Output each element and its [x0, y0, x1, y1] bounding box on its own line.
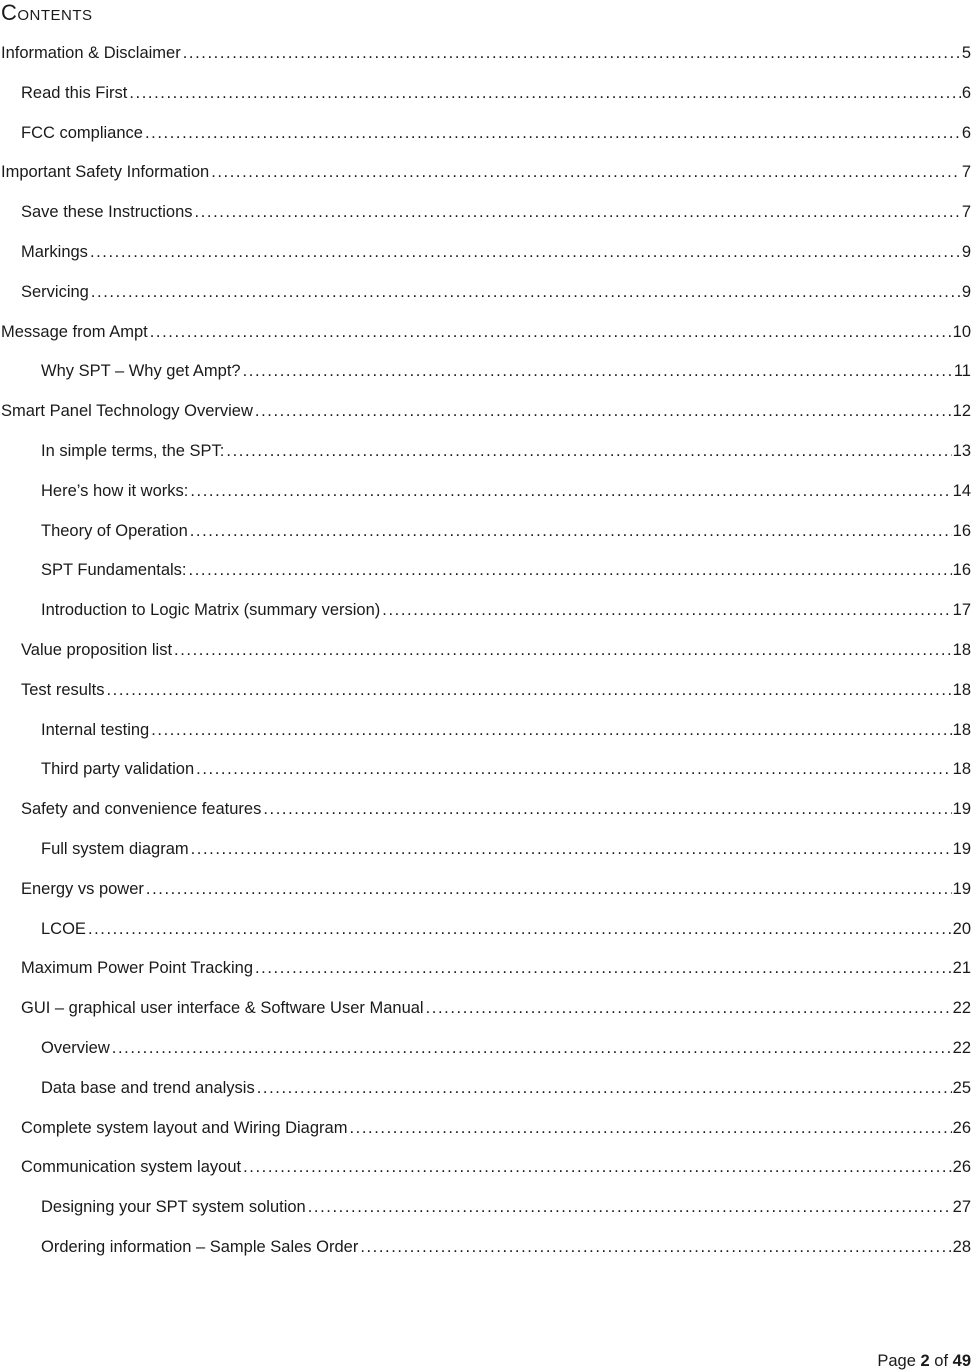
toc-dot-leader	[151, 719, 951, 741]
page-footer	[877, 1350, 971, 1372]
toc-entry[interactable]	[21, 122, 971, 144]
toc-entry[interactable]	[21, 1117, 971, 1139]
toc-entry[interactable]	[21, 957, 971, 979]
toc-entry-page-number: 19	[952, 840, 971, 858]
toc-dot-leader	[129, 82, 960, 104]
toc-entry-page-number: 22	[952, 999, 971, 1017]
toc-entry[interactable]	[41, 1037, 971, 1059]
toc-entry[interactable]	[1, 400, 971, 422]
toc-dot-leader	[263, 798, 951, 820]
toc-entry-page-number: 10	[952, 323, 971, 341]
toc-entry-title: Markings	[21, 243, 88, 261]
toc-dot-leader	[106, 679, 951, 701]
toc-entry-title: Theory of Operation	[41, 522, 188, 540]
toc-entry-title: Overview	[41, 1039, 110, 1057]
toc-dot-leader	[150, 321, 952, 343]
toc-dot-leader	[211, 161, 961, 183]
toc-entry-page-number: 9	[961, 243, 971, 261]
toc-entry-page-number: 9	[961, 283, 971, 301]
toc-entry-page-number: 12	[952, 402, 971, 420]
toc-entry-page-number: 7	[961, 163, 971, 181]
toc-entry[interactable]	[21, 1156, 971, 1178]
contents-heading: Contents	[1, 0, 93, 25]
toc-entry[interactable]	[41, 480, 971, 502]
toc-entry-page-number: 25	[952, 1079, 971, 1097]
toc-entry[interactable]	[41, 1077, 971, 1099]
toc-entry[interactable]	[41, 440, 971, 462]
toc-entry-title: Test results	[21, 681, 105, 699]
toc-dot-leader	[382, 599, 951, 621]
toc-entry-title: Value proposition list	[21, 641, 173, 659]
toc-entry-page-number: 6	[961, 124, 971, 142]
total-pages: 49	[952, 1352, 971, 1370]
toc-entry-title: Safety and convenience features	[21, 800, 262, 818]
toc-entry[interactable]	[1, 161, 971, 183]
toc-dot-leader	[243, 360, 953, 382]
toc-dot-leader	[195, 201, 961, 223]
toc-entry[interactable]	[21, 798, 971, 820]
toc-entry-page-number: 17	[952, 601, 971, 619]
toc-dot-leader	[88, 918, 952, 940]
toc-dot-leader	[190, 520, 952, 542]
toc-entry-title: Communication system layout	[21, 1158, 242, 1176]
toc-dot-leader	[243, 1156, 952, 1178]
toc-entry-title: Here’s how it works:	[41, 482, 189, 500]
toc-entry[interactable]	[41, 360, 971, 382]
toc-entry-title: Maximum Power Point Tracking	[21, 959, 253, 977]
toc-entry-title: Message from Ampt	[1, 323, 148, 341]
toc-entry-title: Complete system layout and Wiring Diagram	[21, 1119, 348, 1137]
toc-dot-leader	[183, 42, 961, 64]
toc-dot-leader	[190, 480, 951, 502]
toc-dot-leader	[226, 440, 951, 462]
toc-entry[interactable]	[41, 1196, 971, 1218]
toc-dot-leader	[90, 241, 961, 263]
toc-entry-page-number: 16	[952, 561, 971, 579]
toc-entry-title: Information & Disclaimer	[1, 44, 181, 62]
toc-entry-page-number: 26	[952, 1158, 971, 1176]
toc-entry[interactable]	[21, 639, 971, 661]
toc-entry-title: LCOE	[41, 920, 86, 938]
toc-entry[interactable]	[41, 838, 971, 860]
toc-entry-title: Read this First	[21, 84, 128, 102]
toc-entry-page-number: 7	[961, 203, 971, 221]
toc-entry-title: Full system diagram	[41, 840, 189, 858]
toc-dot-leader	[257, 1077, 952, 1099]
toc-entry-page-number: 18	[952, 760, 971, 778]
toc-entry-title: GUI – graphical user interface & Software User Manual	[21, 999, 424, 1017]
toc-dot-leader	[191, 838, 952, 860]
toc-entry-page-number: 11	[953, 362, 971, 380]
toc-entry-page-number: 18	[952, 641, 971, 659]
toc-entry-page-number: 18	[952, 721, 971, 739]
toc-dot-leader	[146, 878, 952, 900]
toc-dot-leader	[145, 122, 961, 144]
toc-entry-title: Save these Instructions	[21, 203, 193, 221]
toc-entry[interactable]	[41, 520, 971, 542]
toc-entry[interactable]	[21, 241, 971, 263]
toc-entry-title: Introduction to Logic Matrix (summary version)	[41, 601, 381, 619]
toc-entry-page-number: 16	[952, 522, 971, 540]
toc-dot-leader	[426, 997, 952, 1019]
toc-dot-leader	[255, 400, 952, 422]
toc-entry-title: Designing your SPT system solution	[41, 1198, 306, 1216]
toc-entry[interactable]	[21, 997, 971, 1019]
toc-entry-page-number: 19	[952, 800, 971, 818]
toc-entry[interactable]	[21, 82, 971, 104]
toc-entry[interactable]	[21, 201, 971, 223]
toc-entry-title: SPT Fundamentals:	[41, 561, 187, 579]
current-page-number: 2	[920, 1352, 930, 1370]
toc-entry-title: Data base and trend analysis	[41, 1079, 255, 1097]
toc-entry-page-number: 13	[952, 442, 971, 460]
toc-entry[interactable]	[21, 679, 971, 701]
toc-entry-title: Important Safety Information	[1, 163, 210, 181]
toc-entry[interactable]	[41, 758, 971, 780]
toc-entry-title: In simple terms, the SPT:	[41, 442, 225, 460]
toc-entry-page-number: 28	[952, 1238, 971, 1256]
toc-entry-page-number: 27	[952, 1198, 971, 1216]
toc-entry-title: Servicing	[21, 283, 89, 301]
toc-dot-leader	[255, 957, 952, 979]
toc-entry-title: FCC compliance	[21, 124, 143, 142]
toc-entry[interactable]	[21, 878, 971, 900]
toc-dot-leader	[112, 1037, 952, 1059]
toc-entry-title: Third party validation	[41, 760, 195, 778]
toc-entry-page-number: 18	[952, 681, 971, 699]
toc-entry[interactable]	[41, 719, 971, 741]
toc-entry[interactable]	[41, 599, 971, 621]
toc-dot-leader	[360, 1236, 951, 1258]
toc-entry-page-number: 6	[961, 84, 971, 102]
toc-dot-leader	[196, 758, 951, 780]
toc-entry[interactable]	[41, 559, 971, 581]
toc-entry[interactable]	[41, 1236, 971, 1258]
toc-dot-leader	[349, 1117, 951, 1139]
toc-entry-title: Smart Panel Technology Overview	[1, 402, 253, 420]
toc-dot-leader	[174, 639, 952, 661]
toc-entry-page-number: 14	[952, 482, 971, 500]
toc-dot-leader	[189, 559, 952, 581]
toc-entry-page-number: 20	[952, 920, 971, 938]
toc-entry[interactable]	[1, 321, 971, 343]
toc-dot-leader	[308, 1196, 952, 1218]
toc-entry-page-number: 22	[952, 1039, 971, 1057]
toc-entry-page-number: 19	[952, 880, 971, 898]
toc-entry-title: Internal testing	[41, 721, 150, 739]
toc-entry[interactable]	[21, 281, 971, 303]
toc-entry-page-number: 26	[952, 1119, 971, 1137]
toc-entry-title: Energy vs power	[21, 880, 144, 898]
of-label: of	[934, 1352, 949, 1370]
toc-entry-page-number: 21	[952, 959, 971, 977]
toc-entry-title: Why SPT – Why get Ampt?	[41, 362, 241, 380]
toc-dot-leader	[91, 281, 961, 303]
toc-entry[interactable]	[41, 918, 971, 940]
page-label: Page	[877, 1352, 916, 1370]
toc-entry[interactable]	[1, 42, 971, 64]
toc-entry-page-number: 5	[961, 44, 971, 62]
toc-entry-title: Ordering information – Sample Sales Order	[41, 1238, 359, 1256]
